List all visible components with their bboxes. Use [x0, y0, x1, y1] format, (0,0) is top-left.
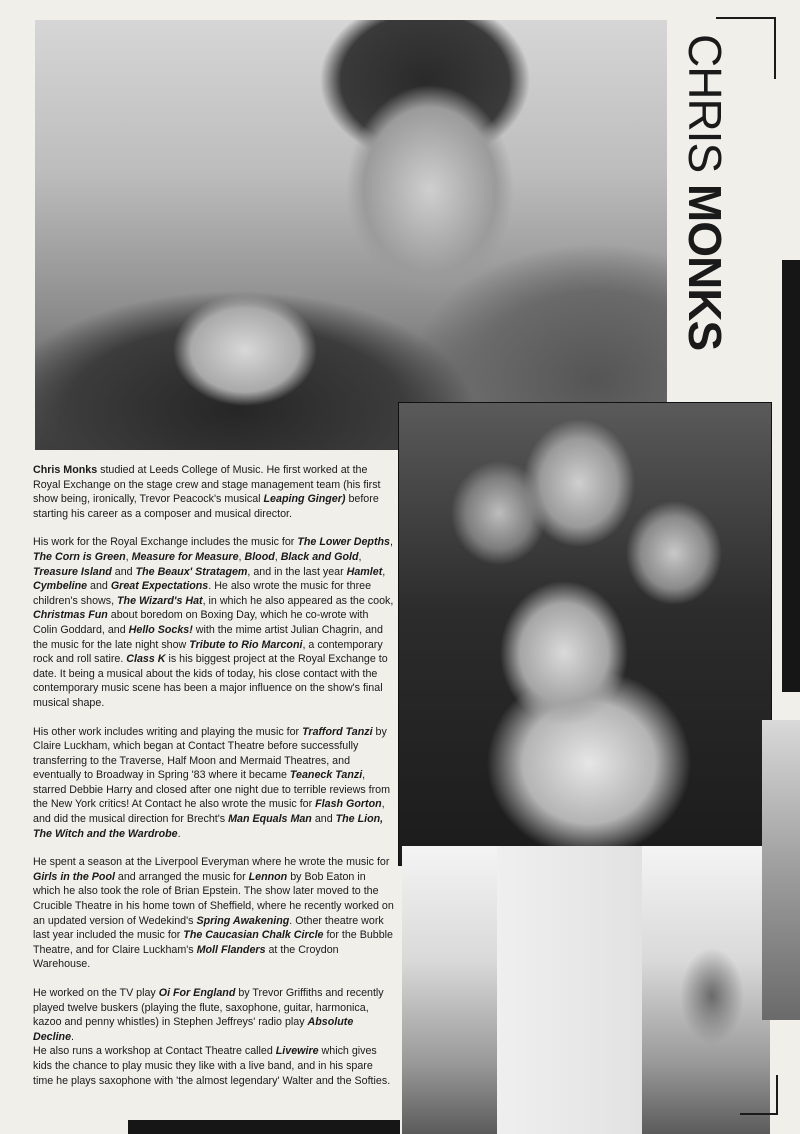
work-title: Great Expectations: [110, 580, 209, 593]
bio-text: about boredom on Boxing Day, which he co-wrote with Colin Goddard, and: [33, 609, 369, 636]
bio-text: He spent a season at the Liverpool Everyman where he wrote the music for: [33, 856, 390, 869]
work-title: Lennon: [248, 870, 288, 883]
work-title: The Corn is Green: [33, 550, 126, 563]
bio-paragraph: [33, 1044, 395, 1088]
boxing-ring-photo: [398, 402, 772, 866]
work-title: Hello Socks!: [128, 623, 193, 636]
bio-text: , and in the last year: [247, 565, 347, 578]
bio-text: ,: [238, 550, 245, 563]
work-title: The Lion, The Witch and the Wardrobe: [33, 813, 384, 840]
bio-text: ,: [389, 536, 393, 549]
work-title: The Caucasian Chalk Circle: [183, 929, 324, 942]
bio-text: and arranged the music for: [114, 870, 249, 883]
work-title: Man Equals Man: [228, 813, 312, 826]
bio-text: and: [311, 813, 336, 826]
work-title: The Lower Depths: [297, 536, 390, 549]
work-title: Hamlet: [346, 565, 383, 578]
work-title: The Wizard's Hat: [117, 594, 203, 607]
bio-text: , and did the musical direction for Brecht's: [33, 798, 385, 826]
work-title: Tribute to Rio Marconi: [189, 638, 303, 651]
work-title: The Beaux' Stratagem: [135, 565, 248, 578]
bio-text: , starred Debbie Harry and closed after one night due to terrible reviews from the New York critics! At Contact he also wrote the music for: [33, 769, 391, 811]
work-title: Absolute Decline: [33, 1016, 354, 1043]
work-title: Measure for Measure: [131, 550, 239, 563]
work-title: Black and Gold: [280, 550, 359, 563]
work-title: Trafford Tanzi: [302, 725, 373, 738]
bio-text: His work for the Royal Exchange includes the music for: [33, 536, 298, 549]
bio-text: and: [87, 580, 111, 593]
bio-text: ,: [358, 550, 362, 563]
portrait-photo: [35, 20, 667, 450]
work-title: Oi For England: [158, 987, 236, 999]
title-first-name: CHRIS: [679, 34, 731, 173]
bio-text: .: [71, 1030, 75, 1043]
bio-text: studied at Leeds College of Music. He first worked at the Royal Exchange on the stage crew and stage management team (his first show being, ironically, Trevor Peacock's musical: [33, 464, 381, 506]
bio-paragraph: [33, 535, 395, 710]
bio-text: is his biggest project at the Royal Exchange to date. It being a musical about the kids of today, his close contact with the contemporary music scene has been a major influence on the show's final musical shape.: [33, 653, 388, 709]
person-name: Chris Monks: [33, 464, 98, 476]
derelict-building-photo: [402, 846, 770, 1134]
biography-text: [33, 463, 395, 1102]
work-title: Leaping Ginger): [263, 493, 346, 506]
bio-text: . He also wrote the music for three children's shows,: [33, 580, 372, 607]
bio-text: , a contemporary rock and roll satire.: [33, 638, 383, 666]
page-title: [677, 34, 733, 364]
bio-text: , in which he also appeared as the cook,: [202, 594, 394, 607]
bio-text: at the Croydon Warehouse.: [33, 943, 339, 971]
bio-text: which gives kids the chance to play music they like with a live band, and in his spare time he plays saxophone with 'the almost legendary' Walter and the Softies.: [33, 1045, 391, 1087]
bottom-black-bar: [128, 1120, 400, 1134]
bio-text: before starting his career as a composer and musical director.: [33, 493, 379, 520]
bio-text: by Bob Eaton in which he also took the role of Brian Epstein. The show later moved to the Crucible Theatre in his home town of Sheffield, where he recently worked on an updated version of Wedekind's: [33, 870, 394, 927]
bio-text: ,: [274, 550, 281, 563]
side-black-bar: [782, 260, 800, 692]
bio-text: and: [111, 565, 136, 578]
work-title: Teaneck Tanzi: [289, 769, 363, 782]
bio-text: with the mime artist Julian Chagrin, and the music for the late night show: [33, 623, 383, 651]
work-title: Christmas Fun: [33, 609, 108, 622]
work-title: Girls in the Pool: [33, 870, 115, 883]
bio-text: ,: [125, 550, 132, 563]
bio-paragraph: [33, 986, 395, 1044]
bio-text: by Trevor Griffiths and recently played twelve buskers (playing the flute, saxophone, guitar, harmonica, kazoo and penny whistles) in Stephen Jeffreys' radio play: [33, 987, 384, 1029]
bio-text: by Claire Luckham, which began at Contact Theatre before successfully transferring to the Traverse, Half Moon and Mermaid Theatres, and eventually to Broadway in Spring '83 where it became: [33, 725, 387, 782]
bio-text: for the Bubble Theatre, and for Claire Luckham's: [33, 929, 394, 956]
bio-text: His other work includes writing and playing the music for: [33, 725, 303, 738]
bio-text: ,: [382, 565, 386, 578]
work-title: Cymbeline: [33, 580, 88, 593]
bottom-corner-bracket: [740, 1075, 778, 1115]
work-title: Flash Gorton: [315, 798, 382, 811]
bio-text: . Other theatre work last year included the music for: [33, 914, 384, 942]
work-title: Moll Flanders: [196, 943, 266, 956]
work-title: Treasure Island: [33, 565, 112, 578]
brick-wall-photo: [762, 720, 800, 1020]
work-title: Livewire: [275, 1045, 319, 1058]
bio-paragraph: [33, 725, 395, 842]
work-title: Spring Awakening: [196, 914, 290, 927]
work-title: Class K: [126, 653, 166, 666]
bio-paragraph: [33, 855, 395, 972]
bio-text: He worked on the TV play: [33, 987, 159, 999]
bio-paragraph: [33, 463, 395, 521]
work-title: Blood: [244, 550, 275, 563]
bio-text: He also runs a workshop at Contact Theatre called: [33, 1045, 276, 1058]
title-last-name: MONKS: [679, 183, 731, 351]
bio-text: .: [177, 827, 181, 840]
